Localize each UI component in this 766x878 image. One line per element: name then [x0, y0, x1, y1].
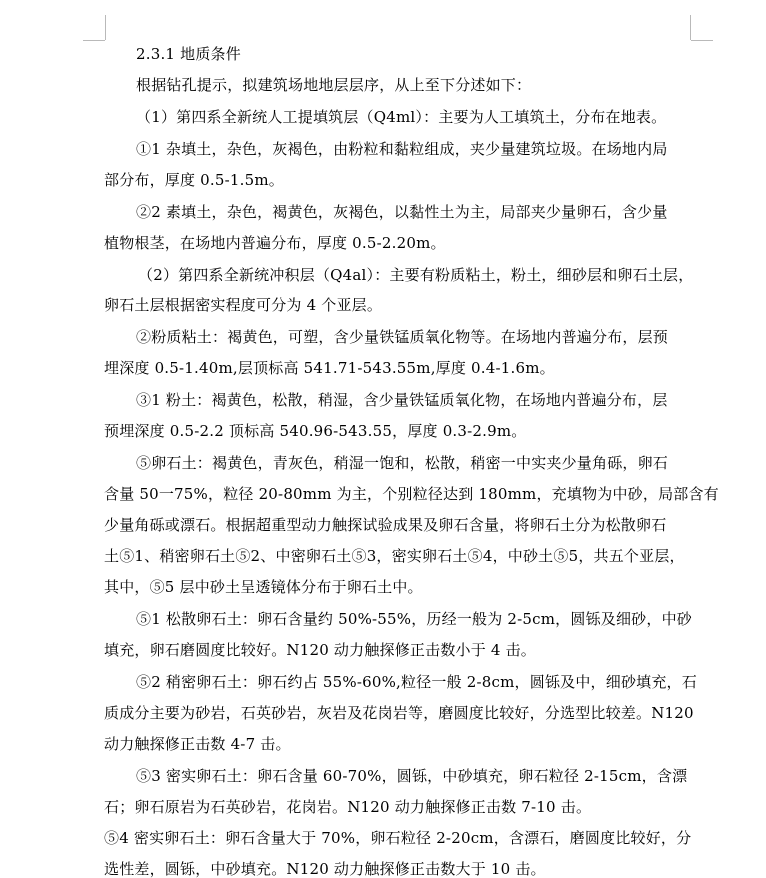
section-heading: 2.3.1 地质条件 [136, 45, 241, 63]
text-line-11: 预埋深度 0.5-2.2 顶标高 540.96-543.55，厚度 0.3-2.9m。 [104, 422, 527, 440]
text-line-17: ⑤1 松散卵石土：卵石含量约 50%-55%，历经一般为 2-5cm，圆铄及细砂，中砂 [136, 610, 692, 628]
text-line-9: 埋深度 0.5-1.40m,层顶标高 541.71-543.55m,厚度 0.4-1.6m。 [104, 359, 555, 377]
text-line-1: （1）第四系全新统人工提填筑层（Q4ml）：主要为人工填筑土，分布在地表。 [136, 108, 667, 126]
crop-mark-top-left-vertical [105, 15, 106, 40]
text-line-23: 石；卵石原岩为石英砂岩，花岗岩。N120 动力触探修正击数 7-10 击。 [104, 798, 592, 816]
text-line-10: ③1 粉土：褐黄色，松散，稍湿，含少量铁锰质氧化物，在场地内普遍分布，层 [136, 391, 668, 409]
text-line-25: 选性差，圆铄，中砂填充。N120 动力触探修正击数大于 10 击。 [104, 860, 546, 878]
crop-mark-top-left-horizontal [83, 40, 105, 41]
text-line-4: ②2 素填土，杂色，褐黄色，灰褐色，以黏性土为主，局部夹少量卵石，含少量 [136, 203, 668, 221]
text-line-8: ②粉质粘土：褐黄色，可塑，含少量铁锰质氧化物等。在场地内普遍分布，层预 [136, 328, 669, 346]
text-line-24: ⑤4 密实卵石土：卵石含量大于 70%，卵石粒径 2-20cm，含漂石，磨圆度比较好，分 [104, 829, 692, 847]
crop-mark-top-right-vertical [690, 15, 691, 40]
text-line-2: ①1 杂填土，杂色，灰褐色，由粉粒和黏粒组成，夹少量建筑垃圾。在场地内局 [136, 140, 668, 158]
crop-mark-top-right-horizontal [691, 40, 713, 41]
text-line-21: 动力触探修正击数 4-7 击。 [104, 735, 291, 753]
text-line-16: 其中，⑤5 层中砂土呈透镜体分布于卵石土中。 [104, 578, 423, 596]
text-line-13: 含量 50一75%，粒径 20-80mm 为主，个别粒径达到 180mm，充填物为中砂，局部含有 [104, 485, 719, 503]
text-line-20: 质成分主要为砂岩，石英砂岩，灰岩及花岗岩等，磨圆度比较好，分选型比较差。N120 [104, 704, 694, 722]
text-line-6: （2）第四系全新统冲积层（Q4al）：主要有粉质粘土，粉土，细砂层和卵石土层， [138, 266, 694, 284]
text-line-18: 填充，卵石磨圆度比较好。N120 动力触探修正击数小于 4 击。 [104, 641, 537, 659]
text-line-12: ⑤卵石土：褐黄色，青灰色，稍湿一饱和，松散，稍密一中实夹少量角砾，卵石 [136, 454, 669, 472]
text-line-7: 卵石土层根据密实程度可分为 4 个亚层。 [104, 296, 383, 314]
text-line-14: 少量角砾或漂石。根据超重型动力触探试验成果及卵石含量，将卵石土分为松散卵石 [104, 516, 667, 534]
text-line-22: ⑤3 密实卵石土：卵石含量 60-70%，圆铄，中砂填充，卵石粒径 2-15cm，含漂 [136, 767, 688, 785]
intro-paragraph: 根据钻孔提示，拟建筑场地地层层序，从上至下分述如下： [136, 76, 532, 94]
text-line-15: 土⑤1、稍密卵石土⑤2、中密卵石土⑤3，密实卵石土⑤4，中砂土⑤5，共五个亚层， [104, 547, 685, 565]
text-line-3: 部分布，厚度 0.5-1.5m。 [104, 171, 284, 189]
text-line-19: ⑤2 稍密卵石土：卵石约占 55%-60%,粒径一般 2-8cm，圆铄及中，细砂填充，石 [136, 673, 697, 691]
text-line-5: 植物根茎，在场地内普遍分布，厚度 0.5-2.20m。 [104, 234, 446, 252]
